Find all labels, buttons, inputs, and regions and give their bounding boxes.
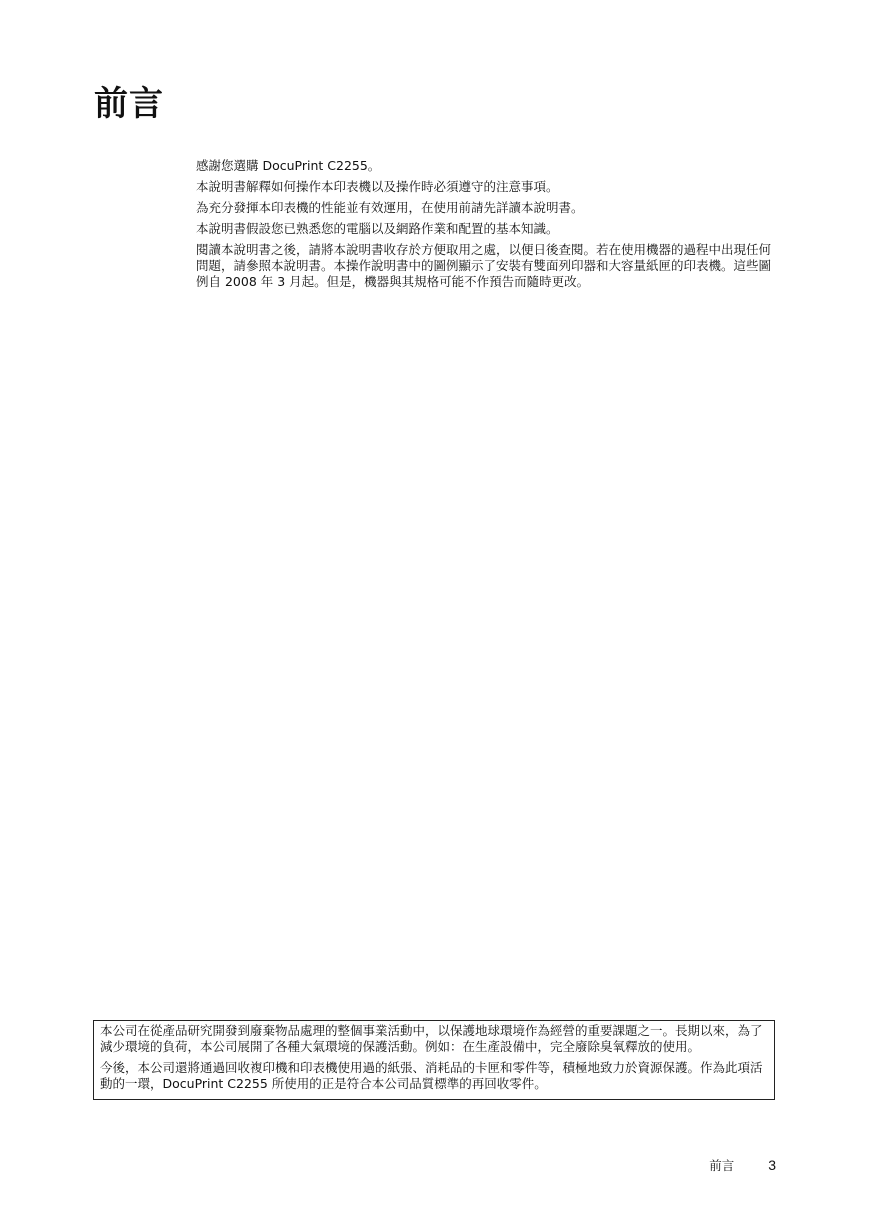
intro-paragraph-read-first: 為充分發揮本印表機的性能並有效運用，在使用前請先詳讀本說明書。 (196, 200, 584, 215)
footer-page-number: 3 (768, 1157, 776, 1173)
intro-section (196, 158, 781, 295)
environment-notice-paragraph: 今後，本公司還將通過回收複印機和印表機使用過的紙張、消耗品的卡匣和零件等，積極地致力於資源保護。作為此項活動的一環，DocuPrint C2255 所使用的正是符合本公司品質標準的再回收零件。 (100, 1060, 763, 1091)
page-title: 前言 (94, 84, 164, 124)
intro-paragraph-assumption: 本說明書假設您已熟悉您的電腦以及網路作業和配置的基本知識。 (196, 221, 559, 236)
intro-paragraph-scope: 本說明書解釋如何操作本印表機以及操作時必須遵守的注意事項。 (196, 179, 559, 194)
intro-paragraph-keep-manual: 閱讀本說明書之後，請將本說明書收存於方便取用之處，以便日後查閱。若在使用機器的過程中出現任何問題，請參照本說明書。本操作說明書中的圖例顯示了安裝有雙面列印器和大容量紙匣的印表機。這些圖例自 2008 年 3 月起。但是，機器與其規格可能不作預告而隨時更改。 (196, 242, 772, 289)
page-footer (709, 1157, 776, 1174)
environment-notice-box (93, 1020, 775, 1100)
environment-notice-paragraph: 本公司在從產品研究開發到廢棄物品處理的整個事業活動中，以保護地球環境作為經營的重要課題之一。長期以來，為了減少環境的負荷，本公司展開了各種大氣環境的保護活動。例如：在生產設備中，完全廢除臭氧釋放的使用。 (100, 1023, 763, 1054)
intro-paragraph-thanks: 感謝您選購 DocuPrint C2255。 (196, 158, 381, 173)
footer-section-label: 前言 (709, 1158, 735, 1173)
